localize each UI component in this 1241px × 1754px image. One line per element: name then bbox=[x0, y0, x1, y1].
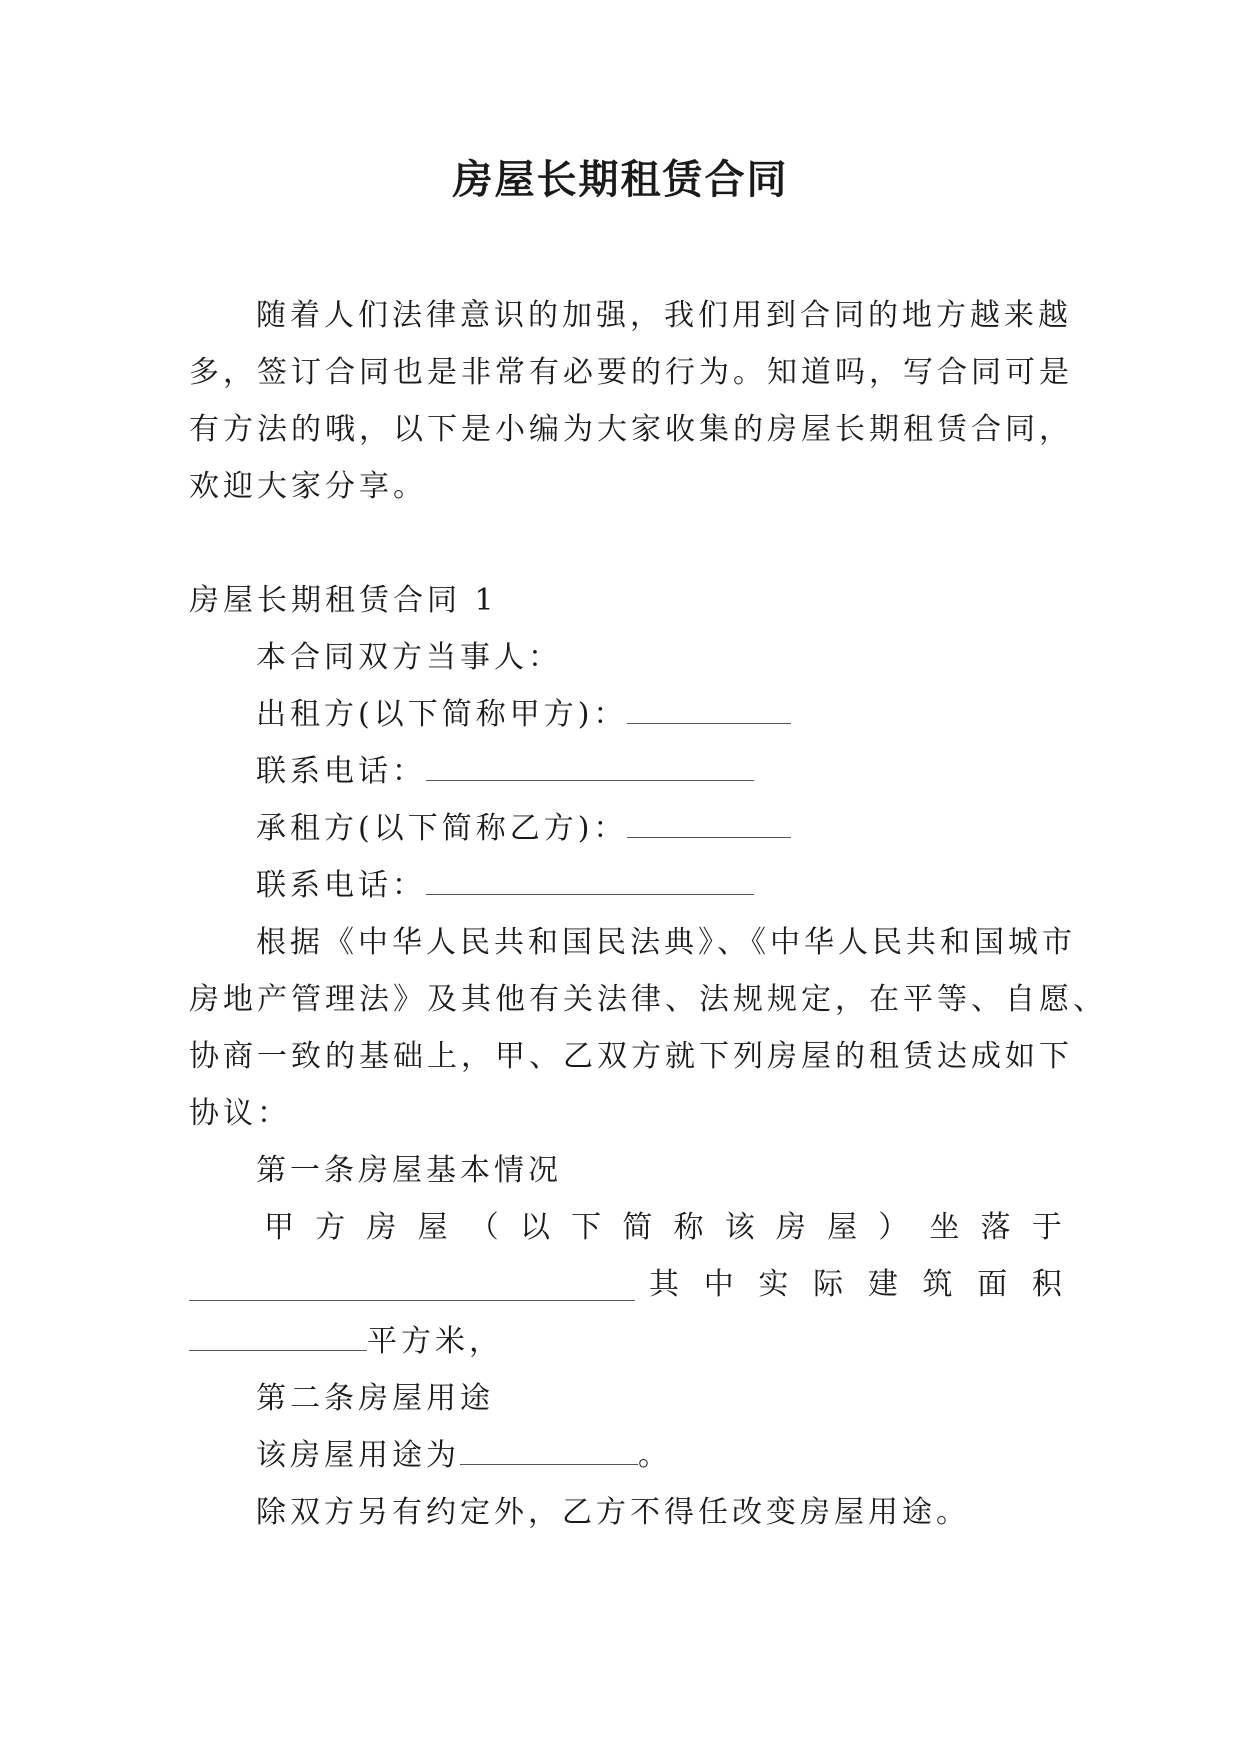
usage-prefix: 该房屋用途为 bbox=[256, 1438, 460, 1473]
usage-suffix: 。 bbox=[638, 1438, 672, 1473]
intro-line-4: 欢迎大家分享。 bbox=[189, 469, 427, 504]
article1-line-2-char: 际 bbox=[813, 1267, 844, 1302]
basis-line-1: 根据《中华人民共和国民法典》、《中华人民共和国城市 bbox=[256, 925, 1076, 960]
usage-restriction: 除双方另有约定外，乙方不得任改变房屋用途。 bbox=[256, 1495, 970, 1530]
lessee-phone-blank[interactable] bbox=[426, 864, 754, 895]
intro-line-1: 随着人们法律意识的加强，我们用到合同的地方越来越 bbox=[256, 298, 1072, 333]
article1-line-1 bbox=[189, 1199, 1062, 1256]
article1-line-1-char: 房 bbox=[366, 1210, 397, 1245]
contract-heading: 房屋长期租赁合同 1 bbox=[189, 583, 498, 618]
article1-line-1-chars bbox=[264, 1199, 1062, 1256]
article1-line-2-char: 建 bbox=[867, 1267, 898, 1302]
article1-line-2 bbox=[189, 1256, 1062, 1313]
article1-line-2-char: 中 bbox=[703, 1267, 734, 1302]
area-blank[interactable] bbox=[189, 1320, 367, 1351]
area-unit: 平方米， bbox=[367, 1324, 503, 1359]
article1-line-1-char: 以 bbox=[519, 1210, 550, 1245]
article1-line-1-char: （ bbox=[468, 1210, 499, 1245]
basis-line-4: 协议： bbox=[189, 1096, 291, 1131]
article1-line-1-char: 落 bbox=[980, 1210, 1011, 1245]
article1-line-2-char: 面 bbox=[977, 1267, 1008, 1302]
usage-blank[interactable] bbox=[460, 1434, 638, 1465]
article1-line-1-char: 屋 bbox=[827, 1210, 858, 1245]
document-title: 房屋长期租赁合同 bbox=[452, 156, 789, 203]
lessee-row bbox=[189, 800, 1062, 857]
intro-line-3: 有方法的哦，以下是小编为大家收集的房屋长期租赁合同， bbox=[189, 412, 1073, 447]
article1-line-1-char: 称 bbox=[673, 1210, 704, 1245]
usage-row bbox=[189, 1427, 1062, 1484]
lessor-phone-label: 联系电话： bbox=[256, 754, 426, 789]
lessee-phone-row bbox=[189, 857, 1062, 914]
article2-heading: 第二条房屋用途 bbox=[256, 1381, 494, 1416]
basis-line-3: 协商一致的基础上，甲、乙双方就下列房屋的租赁达成如下 bbox=[189, 1039, 1073, 1074]
lessor-label: 出租方(以下简称甲方)： bbox=[256, 697, 628, 732]
article1-line-1-char: 该 bbox=[724, 1210, 755, 1245]
article1-line-1-char: 坐 bbox=[929, 1210, 960, 1245]
article1-line-1-char: 于 bbox=[1031, 1210, 1062, 1245]
article1-line-2-chars bbox=[635, 1256, 1062, 1313]
article1-line-1-char: ） bbox=[878, 1210, 909, 1245]
lessee-phone-label: 联系电话： bbox=[256, 868, 426, 903]
article1-line-1-char: 房 bbox=[775, 1210, 806, 1245]
article1-line-2-char: 筑 bbox=[922, 1267, 953, 1302]
document-body bbox=[189, 287, 1107, 1541]
location-blank[interactable] bbox=[189, 1270, 635, 1301]
article1-heading: 第一条房屋基本情况 bbox=[256, 1153, 562, 1188]
lessor-row bbox=[189, 686, 1062, 743]
lessor-blank[interactable] bbox=[627, 693, 791, 724]
lessee-label: 承租方(以下简称乙方)： bbox=[256, 811, 628, 846]
area-row bbox=[189, 1313, 1062, 1370]
article1-line-2-char: 积 bbox=[1031, 1267, 1062, 1302]
basis-line-2: 房地产管理法》及其他有关法律、法规规定，在平等、自愿、 bbox=[189, 982, 1107, 1017]
article1-line-1-char: 简 bbox=[622, 1210, 653, 1245]
lessor-phone-row bbox=[189, 743, 1062, 800]
article1-line-2-char: 实 bbox=[758, 1267, 789, 1302]
article1-line-1-char: 甲 bbox=[264, 1210, 294, 1245]
intro-line-2: 多，签订合同也是非常有必要的行为。知道吗，写合同可是 bbox=[189, 355, 1073, 390]
article1-line-1-char: 方 bbox=[315, 1210, 346, 1245]
article1-line-1-char: 屋 bbox=[417, 1210, 448, 1245]
lessee-blank[interactable] bbox=[627, 807, 791, 838]
parties-label: 本合同双方当事人： bbox=[256, 640, 562, 675]
article1-line-1-char: 下 bbox=[571, 1210, 602, 1245]
article1-line-2-char: 其 bbox=[649, 1267, 679, 1302]
lessor-phone-blank[interactable] bbox=[426, 750, 754, 781]
